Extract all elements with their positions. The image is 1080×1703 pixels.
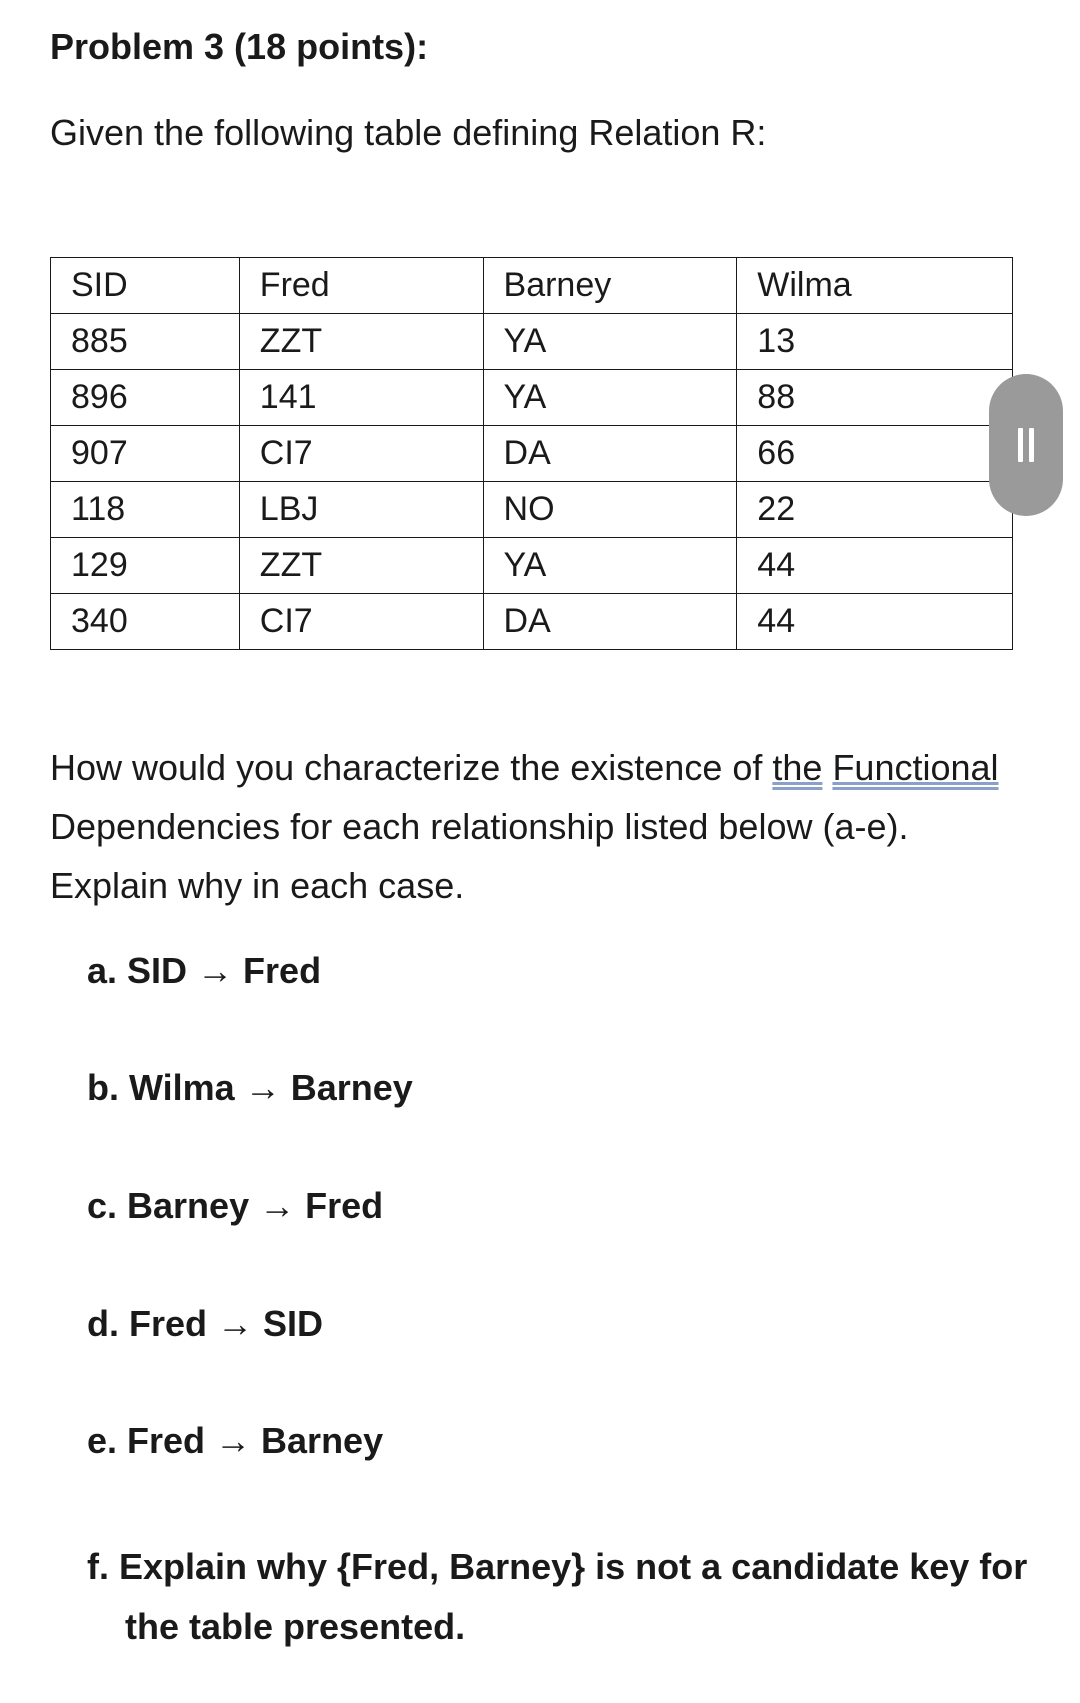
table-cell: ZZT — [239, 538, 483, 594]
table-cell: 118 — [51, 482, 240, 538]
header-cell: Barney — [483, 258, 737, 314]
table-row — [51, 314, 1013, 370]
pause-drag-handle[interactable] — [989, 374, 1063, 516]
pause-icon-bar-right — [1029, 428, 1034, 462]
table-cell: ZZT — [239, 314, 483, 370]
table-cell: 340 — [51, 594, 240, 650]
table-cell: YA — [483, 314, 737, 370]
table-header-row — [51, 258, 1013, 314]
header-cell: SID — [51, 258, 240, 314]
problem-title: Problem 3 (18 points): — [50, 26, 429, 67]
table-cell: 22 — [737, 482, 1013, 538]
table-cell: 13 — [737, 314, 1013, 370]
pause-icon-bar-left — [1018, 428, 1023, 462]
item-b: b. Wilma → Barney — [87, 1067, 413, 1108]
relation-table — [50, 257, 1013, 650]
table-cell: 141 — [239, 370, 483, 426]
item-d: d. Fred → SID — [87, 1303, 324, 1344]
table-row — [51, 538, 1013, 594]
table-row — [51, 370, 1013, 426]
table-row — [51, 482, 1013, 538]
question-part2: Dependencies for each relationship listed below (a-e). Explain why in each case. — [50, 806, 909, 906]
item-e: e. Fred → Barney — [87, 1420, 384, 1461]
header-cell: Fred — [239, 258, 483, 314]
table-cell: DA — [483, 426, 737, 482]
header-cell: Wilma — [737, 258, 1013, 314]
table-cell: 907 — [51, 426, 240, 482]
item-c: c. Barney → Fred — [87, 1185, 384, 1226]
table-row — [51, 426, 1013, 482]
table-cell: 44 — [737, 538, 1013, 594]
question-underlined-the: the — [772, 747, 823, 788]
table-cell: YA — [483, 538, 737, 594]
item-f-line2: the table presented. — [125, 1606, 466, 1647]
table-cell: YA — [483, 370, 737, 426]
table-cell: 885 — [51, 314, 240, 370]
table-cell: CI7 — [239, 426, 483, 482]
table-cell: CI7 — [239, 594, 483, 650]
table-cell: 44 — [737, 594, 1013, 650]
table-row — [51, 594, 1013, 650]
item-f — [87, 1537, 1047, 1657]
table-cell: 896 — [51, 370, 240, 426]
table-cell: DA — [483, 594, 737, 650]
table-cell: 88 — [737, 370, 1013, 426]
question-text — [50, 738, 1010, 915]
question-underlined-functional: Functional — [832, 747, 999, 788]
table-cell: LBJ — [239, 482, 483, 538]
question-part1: How would you characterize the existence of — [50, 747, 773, 788]
intro-text: Given the following table defining Relation R: — [50, 112, 767, 153]
table-cell: NO — [483, 482, 737, 538]
table-cell: 66 — [737, 426, 1013, 482]
table-cell: 129 — [51, 538, 240, 594]
item-a: a. SID → Fred — [87, 950, 322, 991]
item-f-line1: f. Explain why {Fred, Barney} is not a candidate key for — [87, 1546, 1028, 1587]
